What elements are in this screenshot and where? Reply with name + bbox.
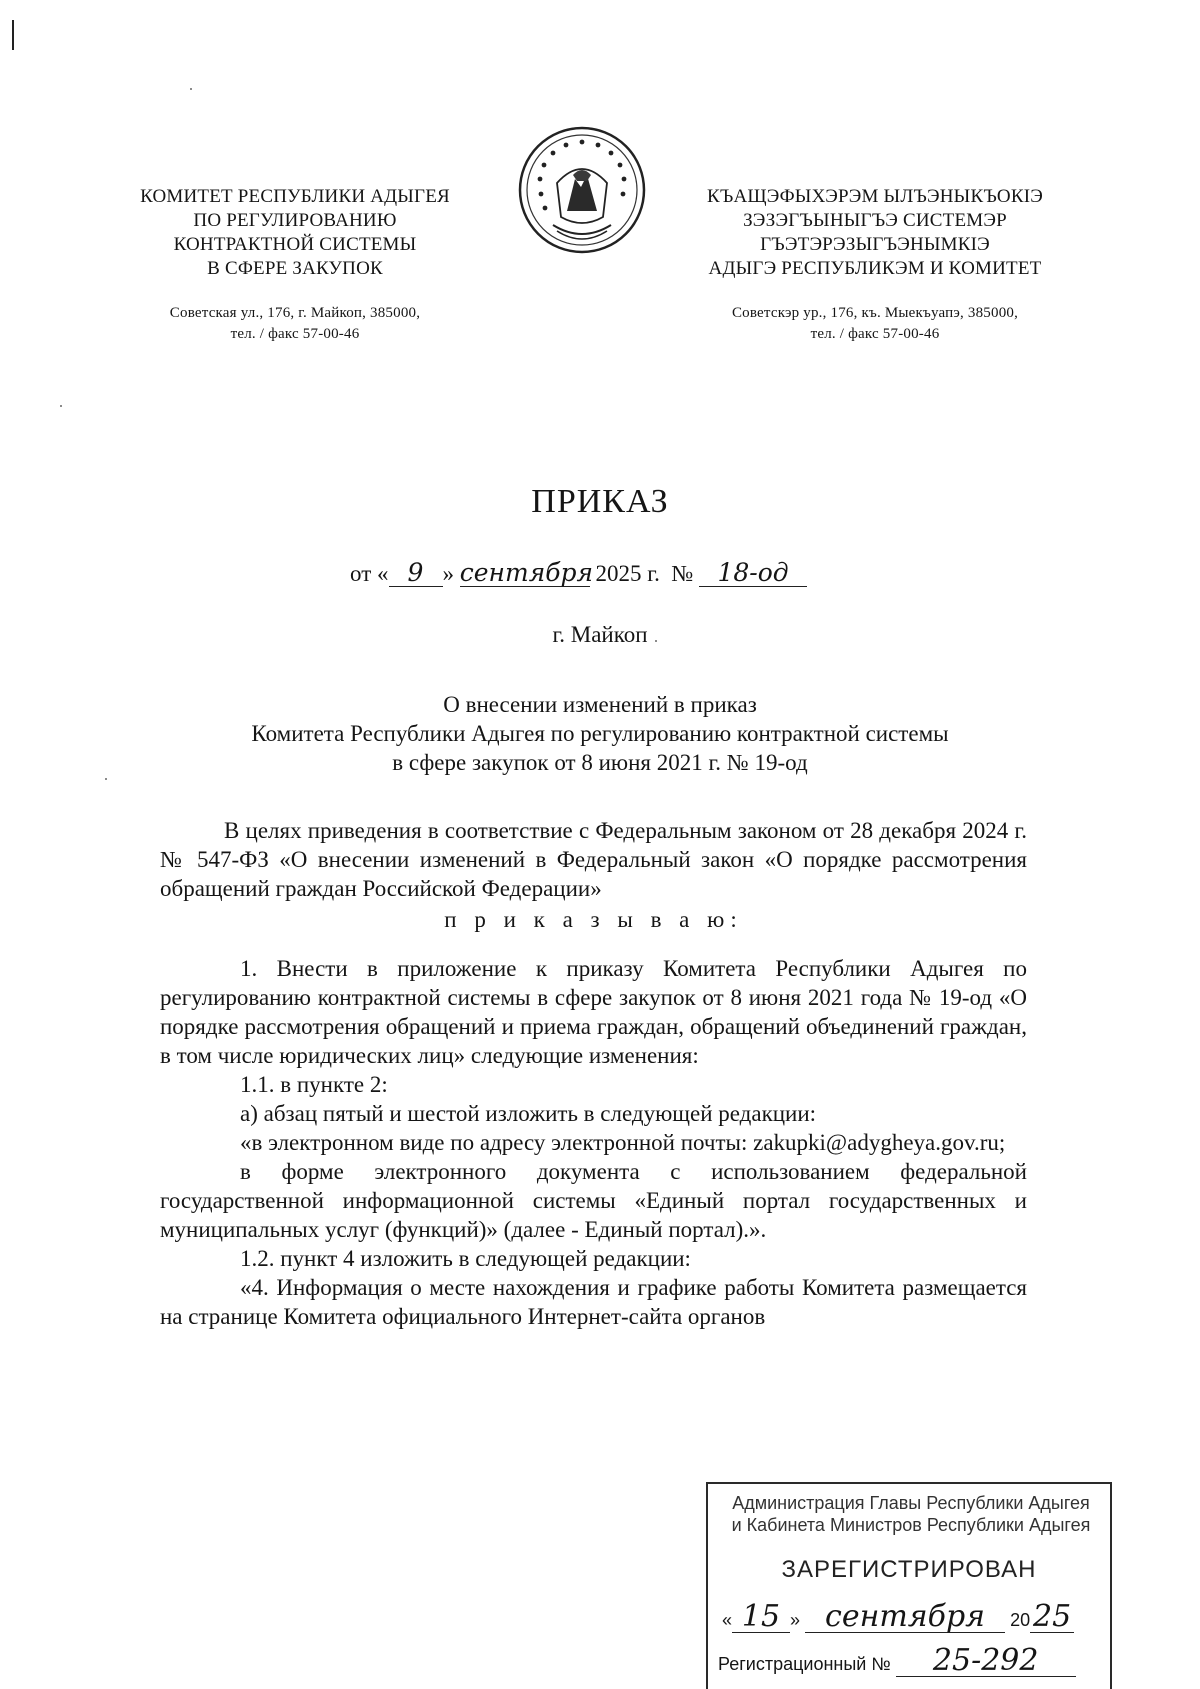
subject-line: О внесении изменений в приказ <box>443 692 757 717</box>
stamp-handwritten-day: 15 <box>732 1602 790 1633</box>
paragraph-email: «в электронном виде по адресу электронной почты: zakupki@adygheya.gov.ru; <box>240 1130 1006 1155</box>
stamp-number-label: Регистрационный № <box>718 1654 891 1674</box>
scan-speck <box>190 88 192 90</box>
stamp-handwritten-number: 25-292 <box>896 1646 1076 1677</box>
subject-line: Комитета Республики Адыгея по регулированию контрактной системы <box>251 721 949 746</box>
date-mid: » <box>442 561 454 586</box>
scan-artifact-mark <box>12 20 14 50</box>
header-left-block <box>110 185 480 345</box>
header-left-line: В СФЕРЕ ЗАКУПОК <box>207 258 383 279</box>
stamp-org-line: Администрация Главы Республики Адыгея <box>732 1493 1090 1513</box>
paragraph-1: 1. Внести в приложение к приказу Комитета Республики Адыгея по регулированию контрактной системы в сфере закупок от 8 июня 2021 года № 19-од «О порядке рассмотрения обращений и приема граждан, обращений объединений граждан, в том числе юридических лиц» следующие изменения: <box>160 956 1027 1068</box>
coat-of-arms-adygea-icon <box>517 125 647 255</box>
stamp-registered-label: ЗАРЕГИСТРИРОВАН <box>781 1556 1037 1583</box>
phone-line: тел. / факс 57-00-46 <box>810 326 940 342</box>
paragraph-1-1-a: а) абзац пятый и шестой изложить в следующей редакции: <box>240 1101 817 1126</box>
order-date-line <box>350 560 850 587</box>
subject-line: в сфере закупок от 8 июня 2021 г. № 19-од <box>392 750 808 775</box>
header-right-line: КЪАЩЭФЫХЭРЭМ ЫЛЪЭНЫКЪОКIЭ <box>706 186 1043 207</box>
header-right-block <box>680 185 1070 345</box>
stamp-date-line <box>722 1599 1107 1634</box>
header-left-line: КОМИТЕТ РЕСПУБЛИКИ АДЫГЕЯ <box>140 186 450 207</box>
handwritten-month: сентября <box>459 558 594 587</box>
stamp-handwritten-month: сентября <box>805 1602 1005 1633</box>
scan-speck <box>60 405 62 407</box>
header-left-address <box>110 303 480 345</box>
preamble-paragraph: В целях приведения в соответствие с Федеральным законом от 28 декабря 2024 г. № 547-ФЗ «О внесении изменений в Федеральный закон «О порядке рассмотрения обращений граждан Российской Федерации» <box>160 818 1027 901</box>
header-right-line: АДЫГЭ РЕСПУБЛИКЭМ И КОМИТЕТ <box>708 258 1042 279</box>
paragraph-1-1: 1.1. в пункте 2: <box>240 1072 388 1097</box>
date-year: 2025 г. <box>595 561 660 586</box>
phone-line: тел. / факс 57-00-46 <box>230 326 360 342</box>
paragraph-4: «4. Информация о месте нахождения и графике работы Комитета размещается на странице Комитета официального Интернет-сайта органов <box>160 1275 1027 1329</box>
stamp-org-line: и Кабинета Министров Республики Адыгея <box>731 1515 1091 1535</box>
header-left-line: КОНТРАКТНОЙ СИСТЕМЫ <box>173 234 417 255</box>
header-right-address <box>680 303 1070 345</box>
stamp-date-mid: » <box>790 1610 801 1630</box>
header-left-line: ПО РЕГУЛИРОВАНИЮ <box>193 210 397 231</box>
number-label: № <box>671 561 694 586</box>
document-title: ПРИКАЗ <box>531 483 669 520</box>
registration-stamp <box>706 1482 1112 1689</box>
stamp-handwritten-year: 25 <box>1030 1602 1074 1633</box>
document-subject <box>150 690 1050 777</box>
stamp-year-prefix: 20 <box>1010 1610 1031 1630</box>
scan-speck <box>105 778 107 780</box>
document-city: г. Майкоп <box>552 622 648 647</box>
address-line: Советская ул., 176, г. Майкоп, 385000, <box>169 305 421 321</box>
stamp-number-line <box>718 1643 1108 1678</box>
header-right-line: ЗЭЗЭГЪЫНЫГЪЭ СИСТЕМЭР <box>743 210 1007 231</box>
header-right-line: ГЪЭТЭРЭЗЫГЪЭНЫМКIЭ <box>760 234 990 255</box>
paragraph-portal: в форме электронного документа с использованием федеральной государственной информационной системы «Единый портал государственных и муниципальных услуг (функций)» (далее - Единый портал).». <box>160 1159 1027 1242</box>
handwritten-order-number: 18-од <box>699 560 807 587</box>
document-body <box>160 816 1027 1331</box>
handwritten-day: 9 <box>389 560 443 587</box>
stamp-date-open: « <box>722 1610 733 1630</box>
date-prefix: от « <box>350 561 389 586</box>
paragraph-1-2: 1.2. пункт 4 изложить в следующей редакции: <box>240 1246 691 1271</box>
order-word: п р и к а з ы в а ю: <box>444 907 743 932</box>
stamp-organization <box>716 1492 1106 1536</box>
address-line: Советскэр ур., 176, къ. Мыекъуапэ, 385000, <box>731 305 1019 321</box>
